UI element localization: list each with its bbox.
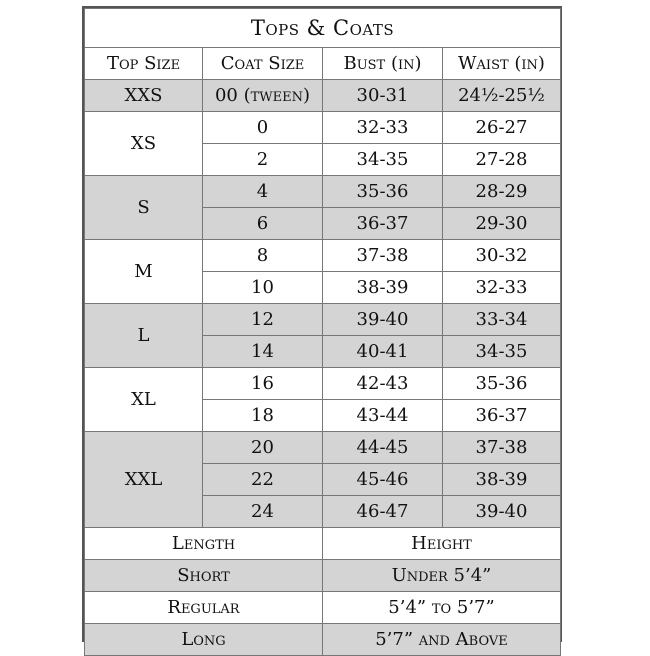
bust-cell: 35-36 <box>323 176 443 208</box>
top-size-cell: S <box>85 176 203 240</box>
table-row <box>85 368 561 400</box>
bust-cell: 42-43 <box>323 368 443 400</box>
bust-cell: 38-39 <box>323 272 443 304</box>
coat-size-cell: 0 <box>203 112 323 144</box>
header-waist: Waist (in) <box>443 48 561 80</box>
size-table <box>84 8 561 656</box>
coat-size-cell: 20 <box>203 432 323 464</box>
coat-size-cell: 4 <box>203 176 323 208</box>
waist-cell: 38-39 <box>443 464 561 496</box>
length-cell: Short <box>85 560 323 592</box>
top-size-cell: L <box>85 304 203 368</box>
bust-cell: 45-46 <box>323 464 443 496</box>
height-cell: 5’4” to 5’7” <box>323 592 561 624</box>
table-row <box>85 112 561 144</box>
coat-size-cell: 6 <box>203 208 323 240</box>
table-row <box>85 240 561 272</box>
bust-cell: 37-38 <box>323 240 443 272</box>
coat-size-cell: 22 <box>203 464 323 496</box>
top-size-cell: XS <box>85 112 203 176</box>
length-cell: Long <box>85 624 323 656</box>
waist-cell: 33-34 <box>443 304 561 336</box>
bust-cell: 32-33 <box>323 112 443 144</box>
bust-cell: 43-44 <box>323 400 443 432</box>
bust-cell: 39-40 <box>323 304 443 336</box>
table-title: Tops & Coats <box>85 9 561 48</box>
coat-size-cell: 14 <box>203 336 323 368</box>
waist-cell: 34-35 <box>443 336 561 368</box>
coat-size-cell: 10 <box>203 272 323 304</box>
table-row <box>85 176 561 208</box>
top-size-cell: XXL <box>85 432 203 528</box>
top-size-cell: M <box>85 240 203 304</box>
length-row <box>85 624 561 656</box>
waist-cell: 35-36 <box>443 368 561 400</box>
bust-cell: 34-35 <box>323 144 443 176</box>
top-size-cell: XXS <box>85 80 203 112</box>
header-height: Height <box>323 528 561 560</box>
waist-cell: 28-29 <box>443 176 561 208</box>
waist-cell: 32-33 <box>443 272 561 304</box>
coat-size-cell: 12 <box>203 304 323 336</box>
coat-size-cell: 8 <box>203 240 323 272</box>
coat-size-cell: 18 <box>203 400 323 432</box>
length-cell: Regular <box>85 592 323 624</box>
waist-cell: 27-28 <box>443 144 561 176</box>
header-top-size: Top Size <box>85 48 203 80</box>
length-row <box>85 560 561 592</box>
waist-cell: 26-27 <box>443 112 561 144</box>
waist-cell: 39-40 <box>443 496 561 528</box>
waist-cell: 36-37 <box>443 400 561 432</box>
height-cell: Under 5’4” <box>323 560 561 592</box>
coat-size-cell: 24 <box>203 496 323 528</box>
header-length: Length <box>85 528 323 560</box>
top-size-cell: XL <box>85 368 203 432</box>
coat-size-cell: 2 <box>203 144 323 176</box>
table-row <box>85 80 561 112</box>
waist-cell: 24½-25½ <box>443 80 561 112</box>
height-cell: 5’7” and Above <box>323 624 561 656</box>
header-coat-size: Coat Size <box>203 48 323 80</box>
coat-size-cell: 00 (tween) <box>203 80 323 112</box>
length-row <box>85 592 561 624</box>
table-row <box>85 304 561 336</box>
table-row <box>85 432 561 464</box>
bust-cell: 36-37 <box>323 208 443 240</box>
coat-size-cell: 16 <box>203 368 323 400</box>
bust-cell: 44-45 <box>323 432 443 464</box>
bust-cell: 40-41 <box>323 336 443 368</box>
size-table-body <box>85 9 561 656</box>
waist-cell: 30-32 <box>443 240 561 272</box>
waist-cell: 29-30 <box>443 208 561 240</box>
length-header-row <box>85 528 561 560</box>
bust-cell: 30-31 <box>323 80 443 112</box>
bust-cell: 46-47 <box>323 496 443 528</box>
header-bust: Bust (in) <box>323 48 443 80</box>
size-chart <box>82 6 562 650</box>
waist-cell: 37-38 <box>443 432 561 464</box>
